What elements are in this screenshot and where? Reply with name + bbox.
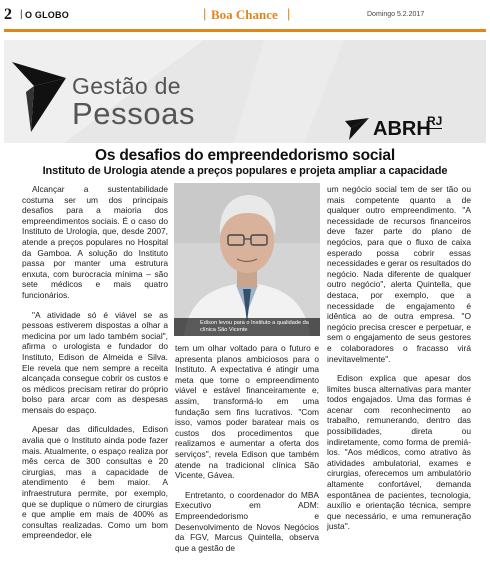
article-headline: Os desafios do empreendedorismo social <box>95 147 395 164</box>
paragraph: "A atividade só é viável se as pessoas estiverem dispostas a olhar a medicina por um lado também social", afirma o urologista e fundador do Instituto, Edison de Almeida e Silva. Ele revela que nem sempre a receita alcançada consegue cobrir os custos e os médicos precisam retirar do próprio bolso para arcar com as despesas mensais do espaço. <box>22 309 168 415</box>
photo-caption <box>174 318 320 336</box>
paragraph: tem um olhar voltado para o futuro e apresenta planos ambiciosos para o Instituto. A expectativa é atingir uma meta que torne o empreendimento viável e estável financeiramente e, assim, transformá-lo em uma fundação sem fins lucrativos. "Com isso, vamos poder baratear mais os custos dos procedimentos que realizamos e aumentar a oferta dos serviços", revela Edison que também atende na tradicional clínica São Vicente, Gávea. <box>175 343 319 481</box>
header-rule <box>4 29 486 32</box>
page-number: 2 <box>4 6 12 23</box>
doctor-photo <box>174 183 320 336</box>
banner-title-line2: Pessoas <box>72 96 196 131</box>
article-subheadline: Instituto de Urologia atende a preços populares e projeta ampliar a capacidade <box>42 165 448 177</box>
portrait-illustration <box>174 183 320 336</box>
banner-title-line1: Gestão de <box>72 73 181 99</box>
paragraph: Edison explica que apesar dos limites busca alternativas para manter todos engajados. Uma das formas é acenar com reconhecimento ao trabalho, remunerando, dentro das possibilidades, direta ou indiretamente, como forma de premiá-los. "Aos médicos, como atrativo às atividades ambulatorial, exames e cirurgias, oferecemos um ambulatório altamente confortável, demanda espontânea de pacientes, tecnologia, auxílio e orientação técnica, sempre que necessário, e uma remuneração justa". <box>327 373 471 532</box>
paragraph: um negócio social tem de ser tão ou mais competente quanto a de qualquer outro empreendimento. "A necessidade de recursos financeiros deve fazer parte do plano de negócios, para que o fluxo de caixa esperado possa cobrir essas necessidades e gerar os resultados do negócio. Nada diferente de qualquer outro negócio", alerta Quintella, que destaca, por exemplo, que a necessidade de engajamento é idêntica ao de outra empresa. "O negócio precisa crescer e perpetuar, e sem o engajamento de seus gestores e colaboradores o fracasso virá inevitavelmente". <box>327 184 471 364</box>
article-column-3 <box>327 184 471 541</box>
divider: | <box>203 6 207 21</box>
paragraph: Entretanto, o coordenador do MBA Executivo em ADM: Empreendedorismo e Desenvolvimento de Novos Negócios da FGV, Marcus Quintella, observa que a gestão de <box>175 489 319 553</box>
abrh-logo-icon <box>345 118 369 140</box>
abrh-logo: ABRH <box>373 118 431 140</box>
abrh-suffix: RJ <box>427 114 443 128</box>
newspaper-logo: O GLOBO <box>25 10 69 20</box>
paragraph: Apesar das dificuldades, Edison avalia que o Instituto ainda pode fazer mais. Atualmente, o espaço realiza por mês cerca de 300 consultas e 20 cirurgias, mas a capacidade de atendimento é bem maior. A infraestrutura permite, por exemplo, que se duplique o número de cirurgias e que amplie em mais de 400% as consultas realizadas. Como um bom empreendedor, ele <box>22 424 168 541</box>
gestao-banner <box>4 40 486 143</box>
page-header <box>0 0 490 38</box>
paragraph: Alcançar a sustentabilidade costuma ser um dos principais desafios para a maioria dos empreendimentos sociais. É o caso do Instituto de Urologia, que, desde 2007, atende a preços populares no Hospital da Gamboa. A solução do Instituto passa por manter uma estrutura enxuta, com burocracia mínima – são sete médicos e mais quatro funcionários. <box>22 184 168 300</box>
article-column-2 <box>175 343 319 562</box>
divider: | <box>20 9 23 20</box>
divider: | <box>287 6 291 21</box>
article-column-1 <box>22 184 168 550</box>
section-title: Boa Chance <box>211 7 278 22</box>
date: Domingo 5.2.2017 <box>367 11 425 18</box>
photo-caption-text: Edison levou para o Instituto a qualidade da clínica São Vicente <box>200 320 309 333</box>
